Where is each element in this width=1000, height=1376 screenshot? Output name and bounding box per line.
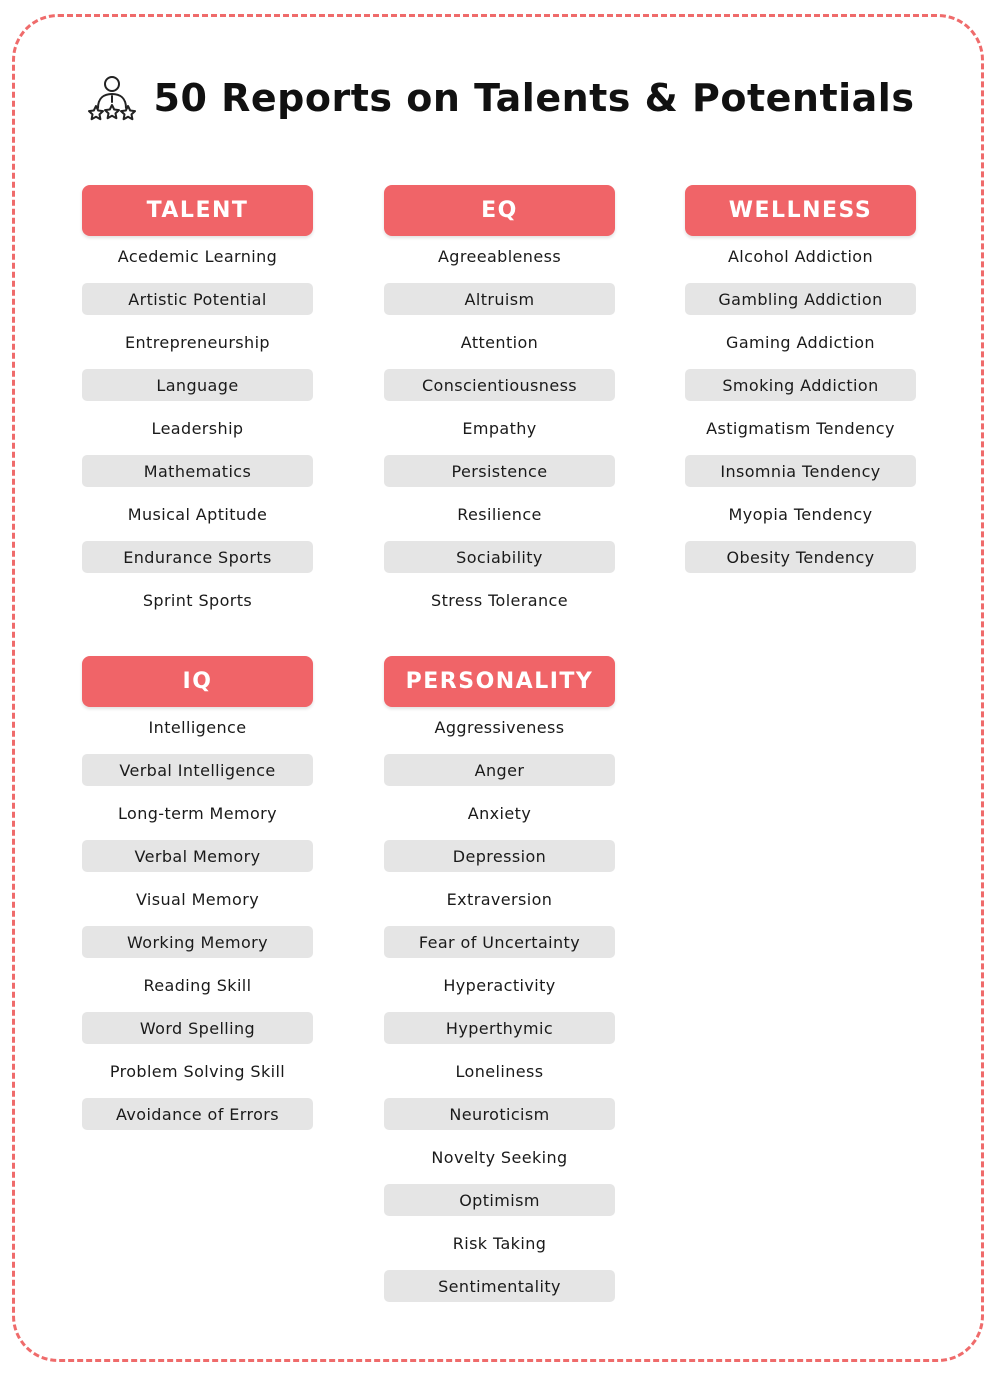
report-item: Mathematics — [82, 455, 313, 487]
report-item: Problem Solving Skill — [109, 1061, 286, 1081]
report-item: Anxiety — [467, 803, 532, 823]
report-item: Artistic Potential — [82, 283, 313, 315]
report-item: Aggressiveness — [434, 717, 565, 737]
report-item: Verbal Intelligence — [82, 754, 313, 786]
report-item: Persistence — [384, 455, 615, 487]
page-title: 50 Reports on Talents & Potentials — [153, 76, 915, 120]
report-item: Language — [82, 369, 313, 401]
report-item: Intelligence — [148, 717, 247, 737]
report-item: Sprint Sports — [142, 590, 253, 610]
report-item: Agreeableness — [437, 246, 562, 266]
section-items-wellness — [685, 240, 916, 573]
report-item: Endurance Sports — [82, 541, 313, 573]
report-item: Altruism — [384, 283, 615, 315]
report-item: Optimism — [384, 1184, 615, 1216]
section-wellness — [685, 185, 916, 584]
report-item: Attention — [460, 332, 539, 352]
section-header-talent: TALENT — [82, 185, 313, 236]
report-item: Word Spelling — [82, 1012, 313, 1044]
report-item: Leadership — [151, 418, 244, 438]
report-item: Novelty Seeking — [431, 1147, 568, 1167]
report-item: Entrepreneurship — [124, 332, 270, 352]
report-item: Obesity Tendency — [685, 541, 916, 573]
section-items-personality — [384, 711, 615, 1302]
section-header-eq: EQ — [384, 185, 615, 236]
report-item: Hyperactivity — [443, 975, 556, 995]
report-item: Sentimentality — [384, 1270, 615, 1302]
report-item: Avoidance of Errors — [82, 1098, 313, 1130]
section-items-eq — [384, 240, 615, 616]
report-item: Risk Taking — [452, 1233, 547, 1253]
report-item: Empathy — [462, 418, 537, 438]
section-talent — [82, 185, 313, 627]
section-header-iq: IQ — [82, 656, 313, 707]
report-item: Smoking Addiction — [685, 369, 916, 401]
report-item: Depression — [384, 840, 615, 872]
report-item: Stress Tolerance — [431, 590, 568, 610]
report-item: Sociability — [384, 541, 615, 573]
report-item: Myopia Tendency — [728, 504, 873, 524]
report-item: Loneliness — [455, 1061, 544, 1081]
report-item: Musical Aptitude — [127, 504, 268, 524]
report-item: Gaming Addiction — [726, 332, 875, 352]
report-item: Hyperthymic — [384, 1012, 615, 1044]
report-item: Fear of Uncertainty — [384, 926, 615, 958]
report-item: Long-term Memory — [117, 803, 278, 823]
section-items-iq — [82, 711, 313, 1130]
report-item: Alcohol Addiction — [727, 246, 874, 266]
report-item: Insomnia Tendency — [685, 455, 916, 487]
section-personality — [384, 656, 615, 1313]
person-with-stars-icon — [86, 74, 138, 122]
report-item: Anger — [384, 754, 615, 786]
section-items-talent — [82, 240, 313, 616]
report-item: Neuroticism — [384, 1098, 615, 1130]
report-item: Conscientiousness — [384, 369, 615, 401]
section-header-personality: PERSONALITY — [384, 656, 615, 707]
report-item: Gambling Addiction — [685, 283, 916, 315]
section-eq — [384, 185, 615, 627]
report-item: Visual Memory — [135, 889, 260, 909]
section-iq — [82, 656, 313, 1141]
report-item: Acedemic Learning — [117, 246, 278, 266]
report-item: Astigmatism Tendency — [706, 418, 895, 438]
page-header — [0, 68, 1000, 128]
report-item: Working Memory — [82, 926, 313, 958]
report-item: Resilience — [457, 504, 542, 524]
report-item: Extraversion — [446, 889, 553, 909]
report-item: Verbal Memory — [82, 840, 313, 872]
section-header-wellness: WELLNESS — [685, 185, 916, 236]
report-item: Reading Skill — [143, 975, 252, 995]
